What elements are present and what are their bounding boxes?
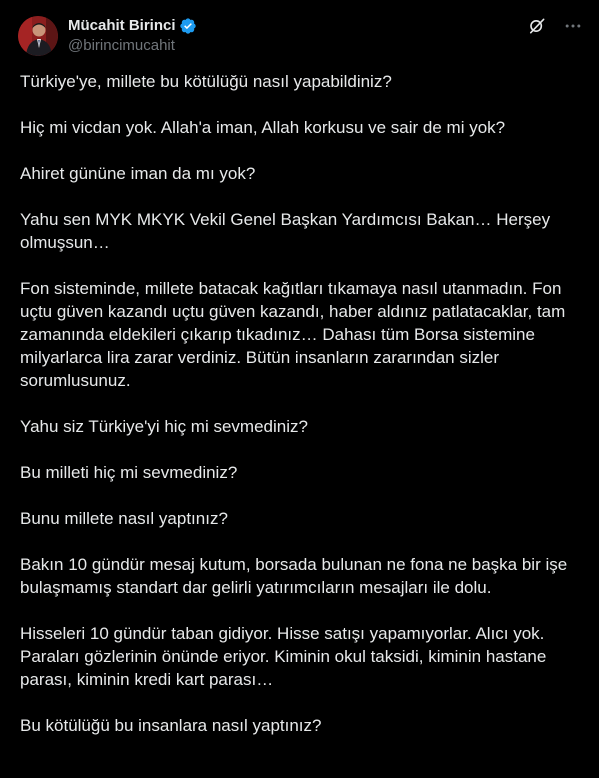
tweet-paragraph: Yahu siz Türkiye'yi hiç mi sevmediniz? (20, 417, 308, 436)
avatar-photo (18, 16, 58, 56)
avatar[interactable] (18, 16, 58, 56)
tweet-paragraph: Bunu millete nasıl yaptınız? (20, 509, 228, 528)
name-row (68, 16, 197, 36)
tweet-paragraph: Türkiye'ye, millete bu kötülüğü nasıl yapabildiniz? (20, 72, 392, 91)
tweet-paragraph: Yahu sen MYK MKYK Vekil Genel Başkan Yardımcısı Bakan… Herşey olmuşsun… (20, 210, 555, 252)
header-actions (527, 16, 583, 36)
tweet-text (16, 70, 583, 737)
tweet-header (16, 12, 583, 60)
tweet-paragraph: Bakın 10 gündür mesaj kutum, borsada bulunan ne fona ne başka bir işe bulaşmamış standart dar gelirli yatırımcıların mesajları ile dolu. (20, 555, 572, 597)
display-name[interactable]: Mücahit Birinci (68, 17, 176, 34)
tweet-paragraph: Fon sisteminde, millete batacak kağıtları tıkamaya nasıl utanmadın. Fon uçtu güven kazandı uçtu güven kazandı, haber aldınız patlatacaklar, tam zamanında eldekileri çıkarıp tıkadınız… Dahası tüm Borsa sistemine milyarlarca lira zarar verdiniz. Bütün insanların zararından sizler sorumlusunuz. (20, 279, 571, 390)
tweet-paragraph: Bu milleti hiç mi sevmediniz? (20, 463, 238, 482)
tweet-paragraph: Bu kötülüğü bu insanlara nasıl yaptınız? (20, 716, 322, 735)
tweet-paragraph: Hisseleri 10 gündür taban gidiyor. Hisse satışı yapamıyorlar. Alıcı yok. Paraları gözlerinin önünde eriyor. Kiminin okul taksidi, kiminin hastane parası, kiminin kredi kart parası… (20, 624, 552, 689)
verified-badge-icon (179, 17, 197, 35)
user-handle[interactable]: @birincimucahit (68, 37, 175, 54)
more-options-icon[interactable] (563, 16, 583, 36)
grok-icon[interactable] (527, 16, 547, 36)
user-info (68, 16, 197, 56)
tweet-paragraph: Hiç mi vicdan yok. Allah'a iman, Allah korkusu ve sair de mi yok? (20, 118, 506, 137)
tweet-paragraph: Ahiret gününe iman da mı yok? (20, 164, 256, 183)
